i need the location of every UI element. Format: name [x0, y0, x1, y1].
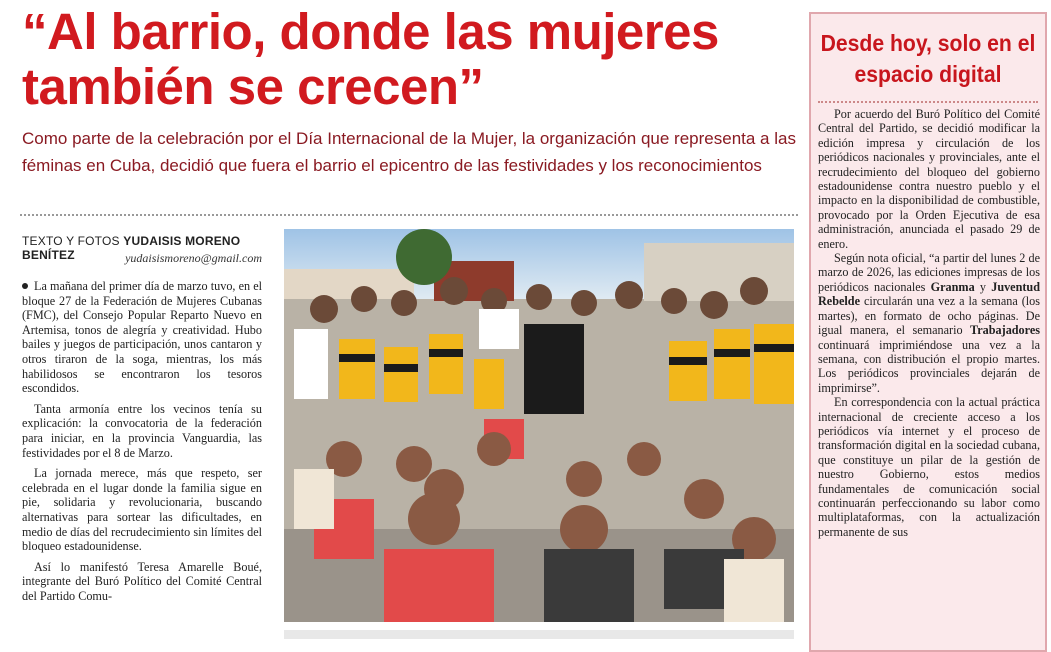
- article-paragraph: [22, 279, 262, 396]
- section-divider: [20, 214, 798, 216]
- text-run: y: [974, 279, 992, 294]
- newspaper-name: Granma: [930, 279, 975, 294]
- article-paragraph: La jornada merece, más que respeto, ser celebrada en el lugar donde la familia sigue en pie, solidaria y revolucionaria, buscando alternativas para sortear las dificultades, en medio de días del recrudecimiento sin límites del bloqueo estadounidense.: [22, 466, 262, 554]
- newspaper-name: Juventud Rebelde: [818, 279, 1040, 309]
- sidebar-body: [818, 107, 1040, 539]
- sidebar-paragraph: En correspondencia con la actual práctica internacional de creciente acceso a los periódicos vía internet y el proceso de transformación digital en la sociedad cubana, que constituye un pilar de la gestión de nuestro Gobierno, estos medios fundamentales de comunicación social continuarán perfeccionando su labor como multiplataformas, con la actualización permanente de sus: [818, 395, 1040, 539]
- article-paragraph: Así lo manifestó Teresa Amarelle Boué, integrante del Buró Político del Comité Central del Partido Comu-: [22, 559, 262, 603]
- sidebar-title: Desde hoy, solo en el espacio digital: [820, 30, 1036, 87]
- article-headline: “Al barrio, donde las mujeres también se crecen”: [22, 3, 719, 115]
- paragraph-text: La mañana del primer día de marzo tuvo, en el bloque 27 de la Federación de Mujeres Cubanas (FMC), del Consejo Popular Reparto Nuevo en Artemisa, tonos de alegría y creatividad. Hubo bailes y juegos de participación, unos cantaron y otros tiraron de la soga, mientras, los más habilidosos se encontraron los tesoros escondidos.: [22, 279, 262, 396]
- sidebar-paragraph: [818, 251, 1040, 395]
- sidebar-divider: [818, 101, 1038, 103]
- article-photo: [284, 229, 794, 622]
- article-body: [22, 279, 262, 609]
- photo-caption-strip: [284, 630, 794, 639]
- sidebar-paragraph: Por acuerdo del Buró Político del Comité Central del Partido, se decidió modificar la edición impresa y circulación de los periódicos nacionales y provinciales, ante el recrudecimiento del bloqueo del gobierno estadounidense contra nuestro pueblo y el impacto en la disponibilidad de combustible, provocado por la Orden Ejecutiva de esa administración, anunciada el pasado 29 de enero.: [818, 107, 1040, 251]
- text-run: continuará imprimiéndose una vez a la semana, con distribución el propio martes. Los periódicos provinciales dejarán de imprimirse”.: [818, 337, 1040, 395]
- byline-author: YUDAISIS MORENO BENÍTEZ: [22, 234, 241, 262]
- author-email: yudaisismoreno@gmail.com: [125, 251, 262, 265]
- article-paragraph: Tanta armonía entre los vecinos tenía su explicación: la convocatoria de la federación para iniciar, en la provincia Vanguardia, las festividades por el 8 de Marzo.: [22, 401, 262, 460]
- newspaper-name: Trabajadores: [970, 323, 1040, 338]
- bullet-icon: [22, 283, 28, 289]
- text-run: Según nota oficial, “a partir del lunes 2 de marzo de 2026, las ediciones impresas de los periódicos nacionales: [818, 251, 1040, 294]
- byline-prefix: TEXTO Y FOTOS: [22, 234, 124, 248]
- text-run: circularán una vez a la semana (los martes), en formato de ocho páginas. De igual manera, el semanario: [818, 294, 1040, 338]
- article-deck: Como parte de la celebración por el Día Internacional de la Mujer, la organización que representa a las féminas en Cuba, decidió que fuera el barrio el epicentro de las festividades y los reconocimientos: [22, 129, 796, 175]
